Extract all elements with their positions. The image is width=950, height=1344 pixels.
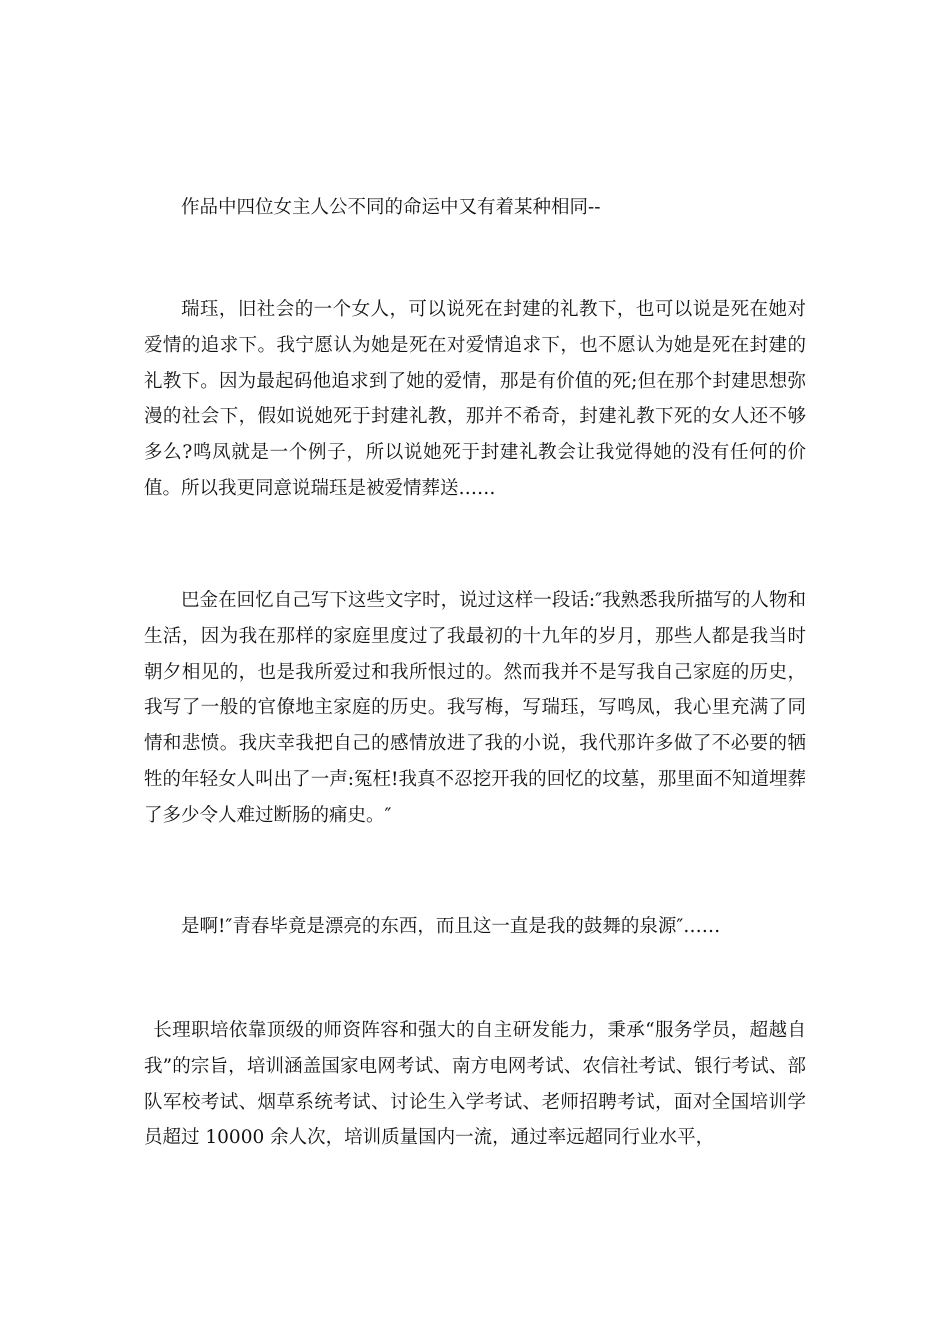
paragraph-intro: 作品中四位女主人公不同的命运中又有着某种相同-- — [181, 197, 601, 218]
paragraph-training-ad: 长理职培依靠顶级的师资阵容和强大的自主研发能力，秉承“服务学员，超越自我”的宗旨，培训涵盖国家电网考试、南方电网考试、农信社考试、银行考试、部队军校考试、烟草系统考试、讨论生入学考试、老师招聘考试，面对全国培训学员超过 10000 余人次，培训质量国内一流，通过率远超同行业水平， — [144, 1020, 806, 1149]
paragraph-youth-quote: 是啊!″青春毕竟是漂亮的东西，而且这一直是我的鼓舞的泉源″…… — [181, 916, 721, 937]
paragraph-bajin-quote: 巴金在回忆自己写下这些文字时，说过这样一段话:″我熟悉我所描写的人物和生活，因为我在那样的家庭里度过了我最初的十九年的岁月，那些人都是我当时朝夕相见的，也是我所爱过和我所恨过的。然而我并不是写我自己家庭的历史，我写了一般的官僚地主家庭的历史。我写梅，写瑞珏，写鸣凤，我心里充满了同情和悲愤。我庆幸我把自己的感情放进了我的小说，我代那许多做了不必要的牺牲的年轻女人叫出了一声:冤枉!我真不忍挖开我的回忆的坟墓，那里面不知道埋葬了多少令人难过断肠的痛史。″ — [144, 590, 806, 826]
paragraph-ruijue: 瑞珏，旧社会的一个女人，可以说死在封建的礼教下，也可以说是死在她对爱情的追求下。我宁愿认为她是死在对爱情追求下，也不愿认为她是死在封建的礼教下。因为最起码他追求到了她的爱情，那是有价值的死;但在那个封建思想弥漫的社会下，假如说她死于封建礼教，那并不希奇，封建礼教下死的女人还不够多么?鸣凤就是一个例子，所以说她死于封建礼教会让我觉得她的没有任何的价值。所以我更同意说瑞珏是被爱情葬送…… — [144, 299, 806, 499]
